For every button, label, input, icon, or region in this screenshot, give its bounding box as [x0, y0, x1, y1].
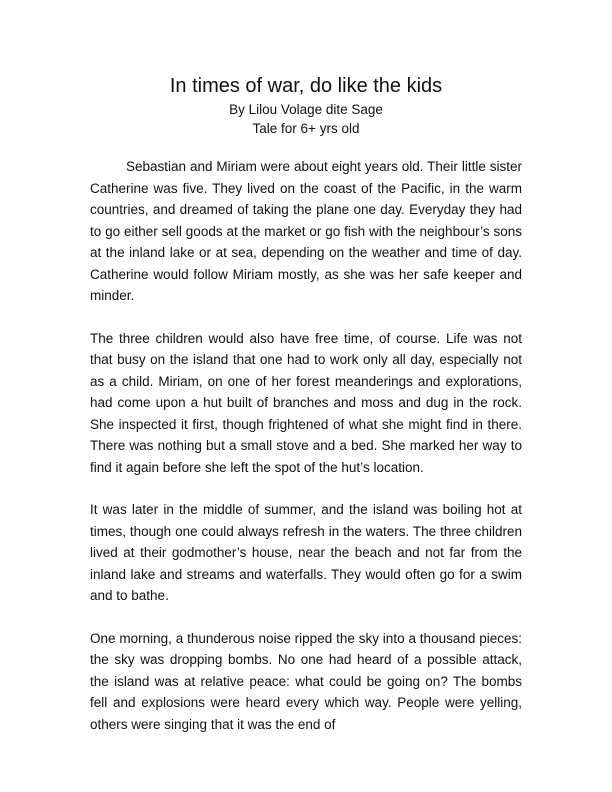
story-body — [90, 156, 522, 756]
document-title: In times of war, do like the kids — [169, 75, 443, 97]
paragraph-3: It was later in the middle of summer, and the island was boiling hot at times, though one could always refresh in the waters. The three children lived at their godmother’s house, near the beach and not far from the inland lake and streams and waterfalls. They would often go for a swim and to bathe. — [90, 502, 522, 603]
paragraph-4: One morning, a thunderous noise ripped the sky into a thousand pieces: the sky was dropping bombs. No one had heard of a possible attack, the island was at relative peace: what could be going on? The bombs fell and explosions were heard every which way. People were yelling, others were singing that it was the end of — [90, 630, 522, 732]
paragraph-2: The three children would also have free time, of course. Life was not that busy on the island that one had to work only all day, especially not as a child. Miriam, on one of her forest meanderings and explorations, had come upon a hut built of branches and moss and dug in the rock. She inspected it first, though frightened of what she might find in there. There was nothing but a small stove and a bed. She marked her way to find it again before she left the spot of the hut’s location. — [90, 330, 522, 475]
document-header — [0, 72, 612, 138]
audience-note: Tale for 6+ yrs old — [252, 121, 360, 136]
author-byline: By Lilou Volage dite Sage — [229, 102, 383, 117]
paragraph-1: Sebastian and Miriam were about eight years old. Their little sister Catherine was five. They lived on the coast of the Pacific, in the warm countries, and dreamed of taking the plane one day. Everyday they had to go either sell goods at the market or go fish with the neighbour’s sons at the inland lake or at sea, depending on the weather and time of day. Catherine would follow Miriam mostly, as she was her safe keeper and minder. — [90, 159, 522, 303]
